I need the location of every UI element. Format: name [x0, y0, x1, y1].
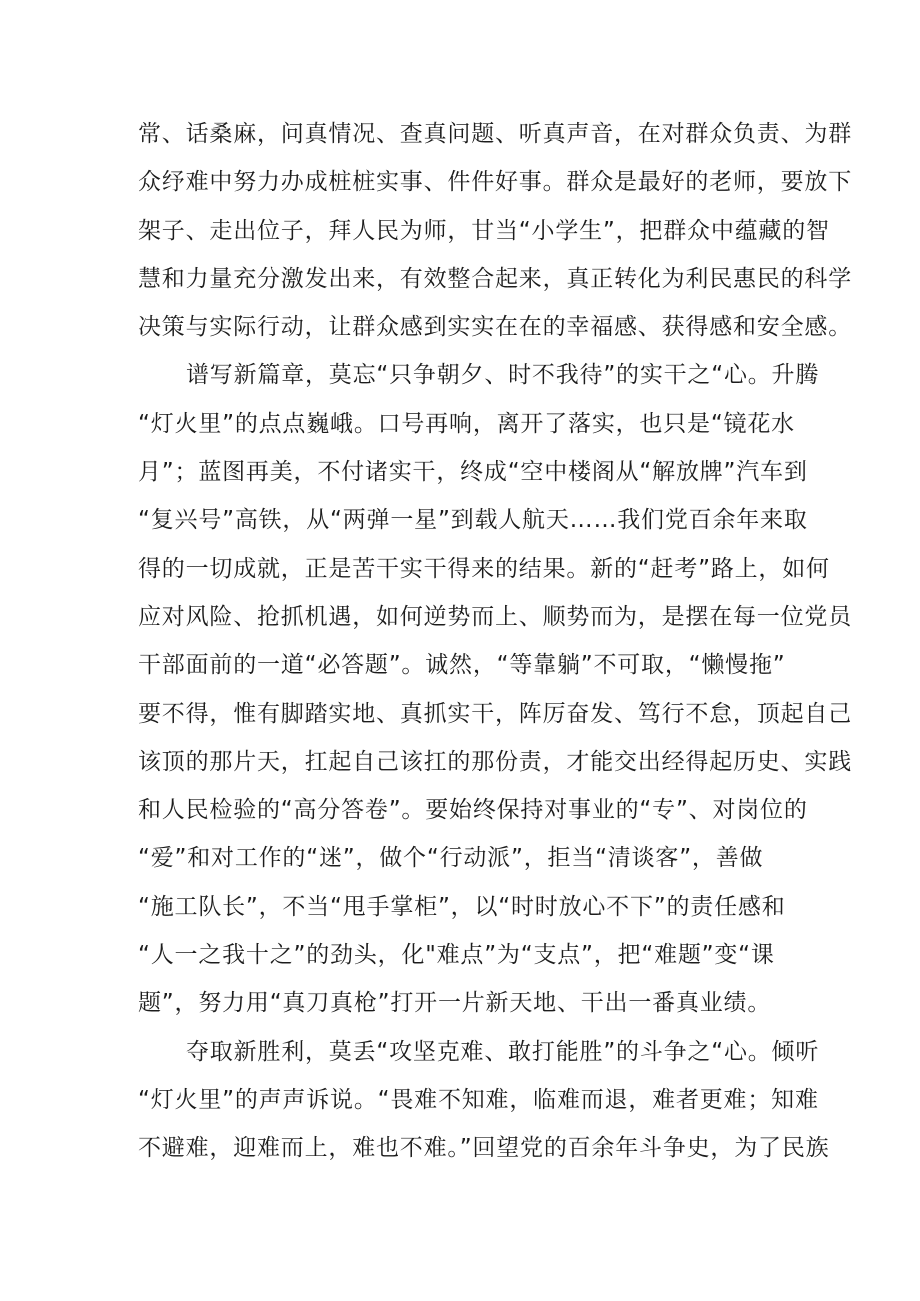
text-line: “灯火里”的声声诉说。“畏难不知难，临难而退，难者更难；知难: [138, 1086, 819, 1113]
text-line: “爱”和对工作的“迷”，做个“行动派”，拒当“清谈客”，善做: [138, 845, 764, 872]
text-line: 要不得，惟有脚踏实地、真抓实干，阵厉奋发、笃行不怠，顶起自己: [138, 700, 852, 727]
text-line: 架子、走出位子，拜人民为师，甘当“小学生”，把群众中蕴藏的智: [138, 217, 830, 244]
text-line: 干部面前的一道“必答题”。诚然，“等靠躺”不可取，“懒慢拖”: [138, 652, 786, 679]
text-line: 得的一切成就，正是苦干实干得来的结果。新的“赶考”路上，如何: [138, 555, 830, 582]
text-line: 决策与实际行动，让群众感到实实在在的幸福感、获得感和安全感。: [138, 314, 852, 341]
text-line: “复兴号”高铁，从“两弹一星”到载人航天……我们党百余年来取: [138, 507, 808, 534]
paragraph-start-line: 谱写新篇章，莫忘“只争朝夕、时不我待”的实干之“心。升腾: [186, 362, 820, 389]
text-line: 和人民检验的“高分答卷”。要始终保持对事业的“专”、对岗位的: [138, 797, 808, 824]
text-line: 该顶的那片天，扛起自己该扛的那份责，才能交出经得起历史、实践: [138, 748, 852, 775]
text-line: 应对风险、抢抓机遇，如何逆势而上、顺势而为，是摆在每一位党员: [138, 603, 852, 630]
text-line: “人一之我十之”的劲头，化"难点”为“支点”，把“难题”变“课: [138, 942, 775, 969]
text-line: “施工队长”，不当“甩手掌柜”，以“时时放心不下”的责任感和: [138, 893, 786, 920]
text-line: 题”，努力用“真刀真枪”打开一片新天地、干出一番真业绩。: [138, 990, 772, 1017]
paragraph-start-line: 夺取新胜利，莫丢“攻坚克难、敢打能胜”的斗争之“心。倾听: [186, 1038, 820, 1065]
text-line: 常、话桑麻，问真情况、查真问题、听真声音，在对群众负责、为群: [138, 121, 852, 147]
text-line: 众纾难中努力办成桩桩实事、件件好事。群众是最好的老师，要放下: [138, 169, 852, 196]
text-line: 月”；蓝图再美，不付诸实干，终成“空中楼阁从“解放牌”汽车到: [138, 459, 808, 486]
body-text: [138, 110, 852, 1173]
text-line: 不避难，迎难而上，难也不难。”回望党的百余年斗争史，为了民族: [138, 1135, 830, 1162]
text-line: “灯火里”的点点巍峨。口号再响，离开了落实，也只是“镜花水: [138, 410, 795, 437]
text-line: 慧和力量充分激发出来，有效整合起来，真正转化为利民惠民的科学: [138, 265, 852, 292]
